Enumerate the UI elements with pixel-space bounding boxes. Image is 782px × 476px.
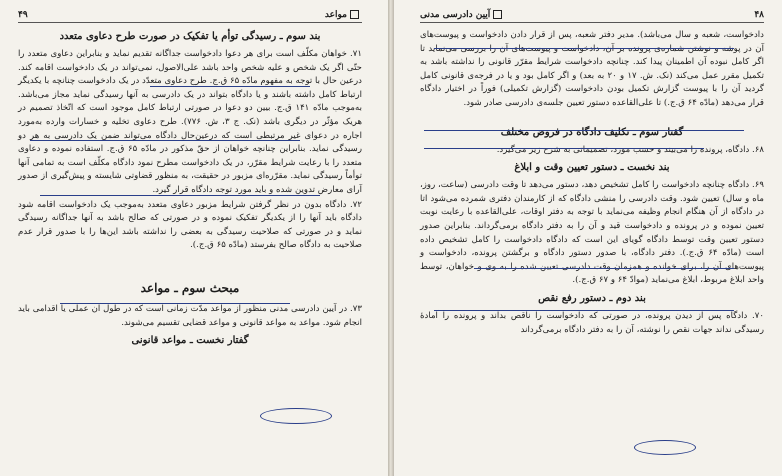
section-title: گفتار سوم ـ تکلیف دادگاه در فروض مختلف: [500, 126, 684, 138]
pen-circle: [260, 408, 332, 424]
paragraph-73: ۷۳. در آیین دادرسی مدنی منظور از مواعد مدّت زمانی است که در طول آن عملی یا اقدامی باید انجام شود. مواعد به مواعد قانونی و مواعد قضایی تقسیم می‌شوند.: [18, 303, 362, 328]
pen-underline: [424, 130, 744, 131]
page-number: ۴۹: [18, 10, 28, 20]
subsection-title: گفتار نخست ـ مواعد قانونی: [131, 335, 249, 347]
pen-underline: [60, 303, 290, 304]
pen-underline: [424, 148, 704, 149]
paragraph-70: ۷۰. دادگاه پس از دیدن پرونده، در صورتی که دادخواست را ناقص بداند و پرونده را آمادهٔ رسیدگی نداند جهات نقص را نوشته، آن را به دفتر دادگاه برمی‌گرداند: [420, 310, 764, 335]
pen-underline: [30, 140, 300, 141]
paragraph-continued: دادخواست، شعبه و سال می‌باشد). مدیر دفتر شعبه، پس از قرار دادن دادخواست و پیوست‌های آن در پوشه و نوشتن شماره‌ی پرونده بر آن، دادخواست و پیوست‌های آن را بررسی می‌نماید تا اگر کامل نبوده آن اطمینان پیدا کند. چنانچه دادخواست شرایط مقرّر قانونی را نداشته باشد به تکمیل مقرر عمل می‌کند (نک. ش. ۱۷ و ۲۰ به بعد) و اگر کامل بود و یا در فرجه‌ی قانونی کامل گردید آن را با پیوست گزارش تکمیل بودن دادخواست (گزارش تکمیلی) فوراً در اختیار دادگاه قرار می‌دهد (مادّه ۶۴ ق.ج.) تا علی‌القاعده دستور تعیین جلسه‌ی دادرسی صادر شود.: [420, 30, 764, 108]
pen-underline: [434, 48, 734, 49]
header-square-icon: [350, 10, 359, 19]
paragraph-72: ۷۲. دادگاه بدون در نظر گرفتن شرایط مزبور دعاوی متعدد به‌موجب یک دادخواست اقامه شود دادگاه باید آنها را از یکدیگر تفکیک نموده و در صورتی که صالح باشد به آنها جداگانه رسیدگی نماید و در صورتی که صلاحیت رسیدگی به بعضی را نداشته باشد این‌ها را با صدور قرار عدم صلاحیت به دادگاه صالح بفرستد (مادّه ۶۵ ق.ج.).: [18, 199, 362, 251]
subsection-title: بند دوم ـ دستور رفع نقص: [538, 292, 646, 304]
paragraph-68: ۶۸. دادگاه، پرونده را می‌بیند و حسب مورد، تصمیماتی به شرح زیر می‌گیرد.: [496, 144, 764, 155]
paragraph-69: ۶۹. دادگاه چنانچه دادخواست را کامل تشخیص دهد، دستور می‌دهد تا وقت دادرسی (ساعت، روز، ماه و سال) تعیین شود. وقت دادرسی را منشی دادگاه که از کارمندان دفتری شمرده می‌شود اتا در دادگاه از آن هنگام انجام وظیفه می‌نماید با توجه به دفتر اوقات، علی‌القاعده با رعایت نوبت تعیین نموده و در پرونده و دادخواست قید و آن را به دفتر دادگاه برمی‌گرداند. بنابراین صدور دستور تعیین وقت توسط دادگاه گویای این است که دادگاه دادخواست را کامل تشخیص داده است (مادّه ۶۴ ق.ج.). دفتر دادگاه، با صدور دستور دادگاه و برگشتن پرونده، دادخواست و پیوست‌های آن را، برای خوانده و همزمان وقت دادرسی تعیین شده را به وی و خواهان، توسط واحد ابلاغ مربوط، ابلاغ می‌نماید (موادّ ۶۴ و ۶۷ ق.ج.).: [420, 180, 764, 286]
page-header: [18, 8, 362, 23]
header-title: آیین دادرسی مدنی: [420, 10, 505, 20]
paragraph-71: ۷۱. خواهان مکلّف است برای هر دعوا دادخواست جداگانه تقدیم نماید و بنابراین دعاوی متعدد را حتّی اگر یک شخص و علیه شخص واحد باشد علی‌الاصول، نمی‌تواند در یک دادخواست اقامه کند. درعین حال با توجه به مفهوم مادّه ۶۵ ق.ج. طرح دعاوی متعدّد در یک دادخواست چنانچه با یکدیگر ارتباط کامل داشته باشند و یا دادگاه بتواند در یک دادرسی به آنها رسیدگی نماید مجاز می‌باشد. به‌موجب مادّه ۱۴۱ ق.ج. بیین دو دعوا در صورتی ارتباط کامل موجود است که اتّخاذ تصمیم در هریک مؤثّر در دیگری باشد (نک. ج ۳، ش. ۷۷۶). طرح دعاوی تخلیه و خسارات وارده به‌مورد اجاره در دعوای غیر مرتبطی است که درعین‌حال دادگاه می‌تواند ضمن یک دادرسی به هر دو رسیدگی نماید. بنابراین چنانچه خواهان از حقّ مذکور در مادّه ۶۵ ق.ج. استفاده نموده و دعاوی متعدد را با رعایت شرایط مقرّر، در یک دادخواست مطرح نمود دادگاه مکلّف است به تمامی آنها توأماً رسیدگی نماید. مقرّره‌ای مزبور در حقیقت، به منظور قضاوتی شایسته و پیش‌گیری از صدور آرای معارض تدوین شده و باید مورد توجه دادگاه قرار گیرد.: [18, 49, 362, 195]
left-page: [0, 0, 388, 476]
pen-underline: [150, 86, 310, 87]
header-square-icon: [493, 10, 502, 19]
header-title: مواعد: [325, 10, 362, 20]
pen-underline: [474, 268, 734, 269]
page-header: [420, 8, 764, 23]
chapter-title: مبحث سوم ـ مواعد: [140, 280, 240, 295]
pen-circle: [634, 440, 696, 455]
pen-underline: [40, 195, 320, 196]
section-title: بند سوم ـ رسیدگی توأم یا تفکیک در صورت طرح دعاوی متعدد: [59, 31, 321, 42]
pen-underline: [434, 310, 734, 311]
right-page: [394, 0, 782, 476]
page-number: ۴۸: [754, 10, 764, 20]
subsection-title: بند نخست ـ دستور تعیین وقت و ابلاغ: [514, 162, 670, 174]
